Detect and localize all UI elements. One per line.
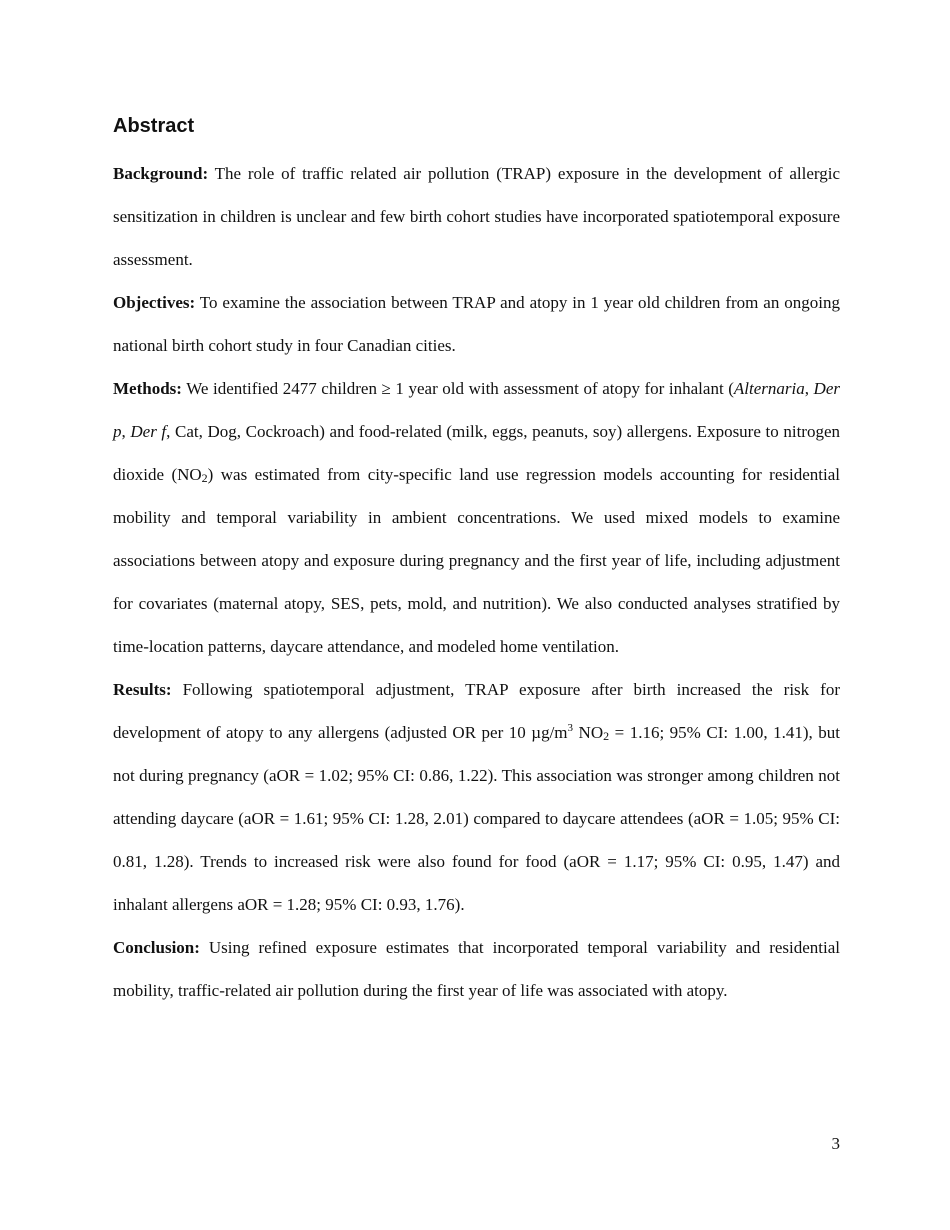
background-paragraph: [113, 152, 840, 281]
conclusion-text: Using refined exposure estimates that incorporated temporal variability and residential mobility, traffic-related air pollution during the first year of life was associated with atopy.: [113, 938, 840, 1000]
conclusion-paragraph: [113, 926, 840, 1012]
page-number: 3: [831, 1134, 840, 1153]
conclusion-label: Conclusion:: [113, 938, 200, 957]
abstract-body: [113, 152, 840, 1012]
background-label: Background:: [113, 164, 209, 183]
methods-label: Methods:: [113, 379, 182, 398]
methods-paragraph: [113, 367, 840, 668]
alternaria-term: Alternaria: [733, 379, 805, 398]
no2-subscript: 2: [603, 729, 610, 743]
results-text-2: NO: [573, 723, 604, 742]
methods-text-1: We identified 2477 children ≥ 1 year old with assessment of atopy for inhalant (: [186, 379, 734, 398]
results-text-3: = 1.16; 95% CI: 1.00, 1.41), but not during pregnancy (aOR = 1.02; 95% CI: 0.86, 1.22). This association was stronger among children not attending daycare (aOR = 1.61; 95% CI: 1.28, 2.01) compared to daycare attendees (aOR = 1.05; 95% CI: 0.81, 1.28). Trends to increased risk were also found for food (aOR = 1.17; 95% CI: 0.95, 1.47) and inhalant allergens aOR = 1.28; 95% CI: 0.93, 1.76).: [113, 723, 840, 914]
results-label: Results:: [113, 680, 172, 699]
methods-text-3: ) was estimated from city-specific land use regression models accounting for residential mobility and temporal variability in ambient concentrations. We used mixed models to examine associations between atopy and exposure during pregnancy and the first year of life, including adjustment for covariates (maternal atopy, SES, pets, mold, and nutrition). We also conducted analyses stratified by time-location patterns, daycare attendance, and modeled home ventilation.: [113, 465, 840, 656]
results-text-1: Following spatiotemporal adjustment, TRAP exposure after birth increased the risk for development of atopy to any allergens (adjusted OR per 10 µg/m: [113, 680, 841, 742]
der-p-term: Der p: [113, 379, 840, 441]
no2-subscript: 2: [201, 471, 208, 485]
background-text: The role of traffic related air pollution (TRAP) exposure in the development of allergic sensitization in children is unclear and few birth cohort studies have incorporated spatiotemporal exposure assessment.: [113, 164, 840, 269]
der-f-term: Der f: [130, 422, 167, 441]
methods-separator-2: ,: [121, 422, 131, 441]
cubic-superscript: 3: [567, 722, 574, 734]
objectives-paragraph: [113, 281, 840, 367]
objectives-text: To examine the association between TRAP and atopy in 1 year old children from an ongoing national birth cohort study in four Canadian cities.: [113, 293, 840, 355]
methods-separator-1: ,: [804, 379, 814, 398]
methods-text-2: , Cat, Dog, Cockroach) and food-related (milk, eggs, peanuts, soy) allergens. Exposure to nitrogen dioxide (NO: [113, 422, 840, 484]
abstract-heading: Abstract: [113, 115, 195, 137]
results-paragraph: [113, 668, 840, 926]
objectives-label: Objectives:: [113, 293, 196, 312]
